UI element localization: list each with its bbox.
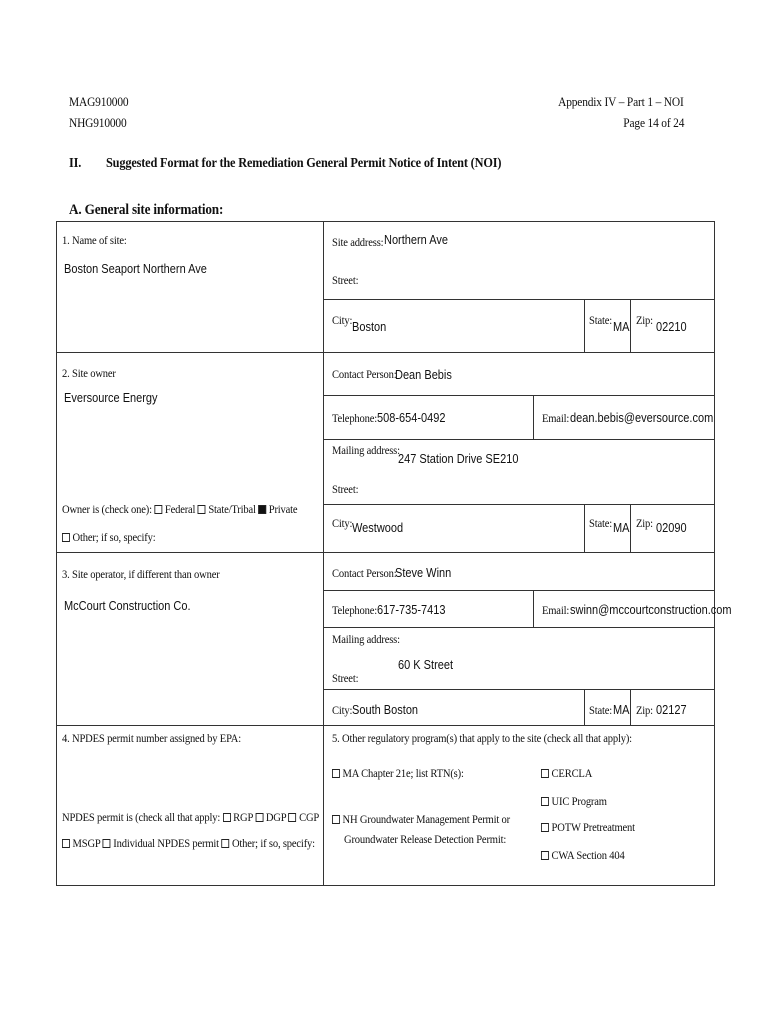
subsection-title: A. General site information: [69,202,224,218]
operator-zip-label: Zip: [636,703,653,717]
permit-id-ma: MAG910000 [69,94,129,109]
site-city-value[interactable]: Boston [352,320,387,334]
owner-value[interactable]: Eversource Energy [64,391,158,405]
potw-checkbox[interactable] [541,823,549,832]
owner-state-checkbox[interactable] [198,505,206,514]
npdes-type-group-2 [62,836,315,851]
owner-other-label: Other; if so, specify: [72,530,156,544]
operator-email-label: Email: [542,603,570,617]
operator-email-value[interactable]: swinn@mccourtconstruction.com [570,603,732,617]
owner-city-label: City: [332,516,353,530]
operator-zip-value[interactable]: 02127 [656,703,687,717]
page-number: Page 14 of 24 [623,115,684,130]
npdes-rgp-checkbox[interactable] [223,813,231,822]
owner-zip-value[interactable]: 02090 [656,521,687,535]
operator-street-label: Street: [332,671,359,685]
operator-state-label: State: [589,703,613,717]
operator-label: 3. Site operator, if different than owner [62,567,220,581]
npdes-msgp-checkbox[interactable] [62,839,70,848]
owner-contact-value[interactable]: Dean Bebis [395,368,452,382]
cwa-label: CWA Section 404 [551,848,625,862]
npdes-rgp-label: RGP [233,810,253,824]
operator-mailing-value[interactable]: 60 K Street [398,658,454,672]
ma-chapter-label: MA Chapter 21e; list RTN(s): [342,766,464,780]
owner-label: 2. Site owner [62,366,116,380]
owner-contact-label: Contact Person: [332,367,397,381]
site-street-label: Street: [332,273,359,287]
site-zip-value[interactable]: 02210 [656,320,687,334]
ma-chapter-option [332,766,464,781]
npdes-cgp-checkbox[interactable] [289,813,297,822]
owner-telephone-label: Telephone: [332,411,378,425]
owner-mailing-label: Mailing address: [332,443,400,457]
cwa-option [541,848,625,863]
permit-id-nh: NHG910000 [69,115,127,130]
owner-federal-label: Federal [164,502,196,516]
uic-option [541,794,607,809]
site-state-label: State: [589,313,613,327]
appendix-label: Appendix IV – Part 1 – NOI [558,94,684,109]
npdes-other-checkbox[interactable] [221,839,229,848]
nh-permit-label-2: Groundwater Release Detection Permit: [344,832,507,846]
operator-mailing-label: Mailing address: [332,632,400,646]
owner-email-label: Email: [542,411,570,425]
npdes-cgp-label: CGP [299,810,320,824]
npdes-other-label: Other; if so, specify: [231,836,315,850]
owner-zip-label: Zip: [636,516,653,530]
cwa-checkbox[interactable] [541,851,549,860]
site-name-value[interactable]: Boston Seaport Northern Ave [64,262,207,276]
nh-permit-option [332,812,510,827]
owner-city-value[interactable]: Westwood [352,521,404,535]
owner-state-label: State: [589,516,613,530]
other-programs-label: 5. Other regulatory program(s) that apply to the site (check all that apply): [332,731,632,745]
operator-city-value[interactable]: South Boston [352,703,419,717]
operator-telephone-value[interactable]: 617-735-7413 [377,603,446,617]
npdes-dgp-label: DGP [265,810,287,824]
site-state-value[interactable]: MA [613,320,630,334]
npdes-dgp-checkbox[interactable] [255,813,263,822]
cercla-label: CERCLA [551,766,593,780]
nh-permit-label: NH Groundwater Management Permit or [342,812,511,826]
owner-type-label: Owner is (check one): [62,502,152,516]
uic-label: UIC Program [551,794,607,808]
owner-other-group [62,530,156,545]
npdes-individual-checkbox[interactable] [103,839,111,848]
cercla-option [541,766,592,781]
site-zip-label: Zip: [636,313,653,327]
nh-permit-checkbox[interactable] [332,815,340,824]
operator-state-value[interactable]: MA [613,703,630,717]
operator-telephone-label: Telephone: [332,603,378,617]
operator-contact-value[interactable]: Steve Winn [395,566,452,580]
owner-mailing-value[interactable]: 247 Station Drive SE210 [398,452,519,466]
npdes-type-group [62,810,319,825]
owner-federal-checkbox[interactable] [154,505,162,514]
owner-state-value[interactable]: MA [613,521,630,535]
site-address-label: Site address: [332,235,384,249]
section-title: Suggested Format for the Remediation General Permit Notice of Intent (NOI) [106,156,502,171]
site-name-label: 1. Name of site: [62,233,127,247]
uic-checkbox[interactable] [541,797,549,806]
site-address-value[interactable]: Northern Ave [384,233,449,247]
operator-contact-label: Contact Person: [332,566,397,580]
owner-private-label: Private [268,502,298,516]
section-number: II. [69,156,82,171]
operator-city-label: City: [332,703,353,717]
npdes-individual-label: Individual NPDES permit [113,836,219,850]
owner-telephone-value[interactable]: 508-654-0492 [377,411,446,425]
owner-street-label: Street: [332,482,359,496]
owner-type-group [62,502,297,517]
owner-state-label: State/Tribal [208,502,256,516]
operator-value[interactable]: McCourt Construction Co. [64,599,191,613]
npdes-msgp-label: MSGP [72,836,101,850]
potw-option [541,820,635,835]
npdes-type-label: NPDES permit is (check all that apply: [62,810,221,824]
site-address-field[interactable] [332,233,390,251]
owner-email-value[interactable]: dean.bebis@eversource.com [570,411,714,425]
owner-other-checkbox[interactable] [62,533,70,542]
potw-label: POTW Pretreatment [551,820,635,834]
owner-private-checkbox[interactable] [258,505,266,514]
cercla-checkbox[interactable] [541,769,549,778]
npdes-number-label: 4. NPDES permit number assigned by EPA: [62,731,242,745]
ma-chapter-checkbox[interactable] [332,769,340,778]
site-city-label: City: [332,313,353,327]
